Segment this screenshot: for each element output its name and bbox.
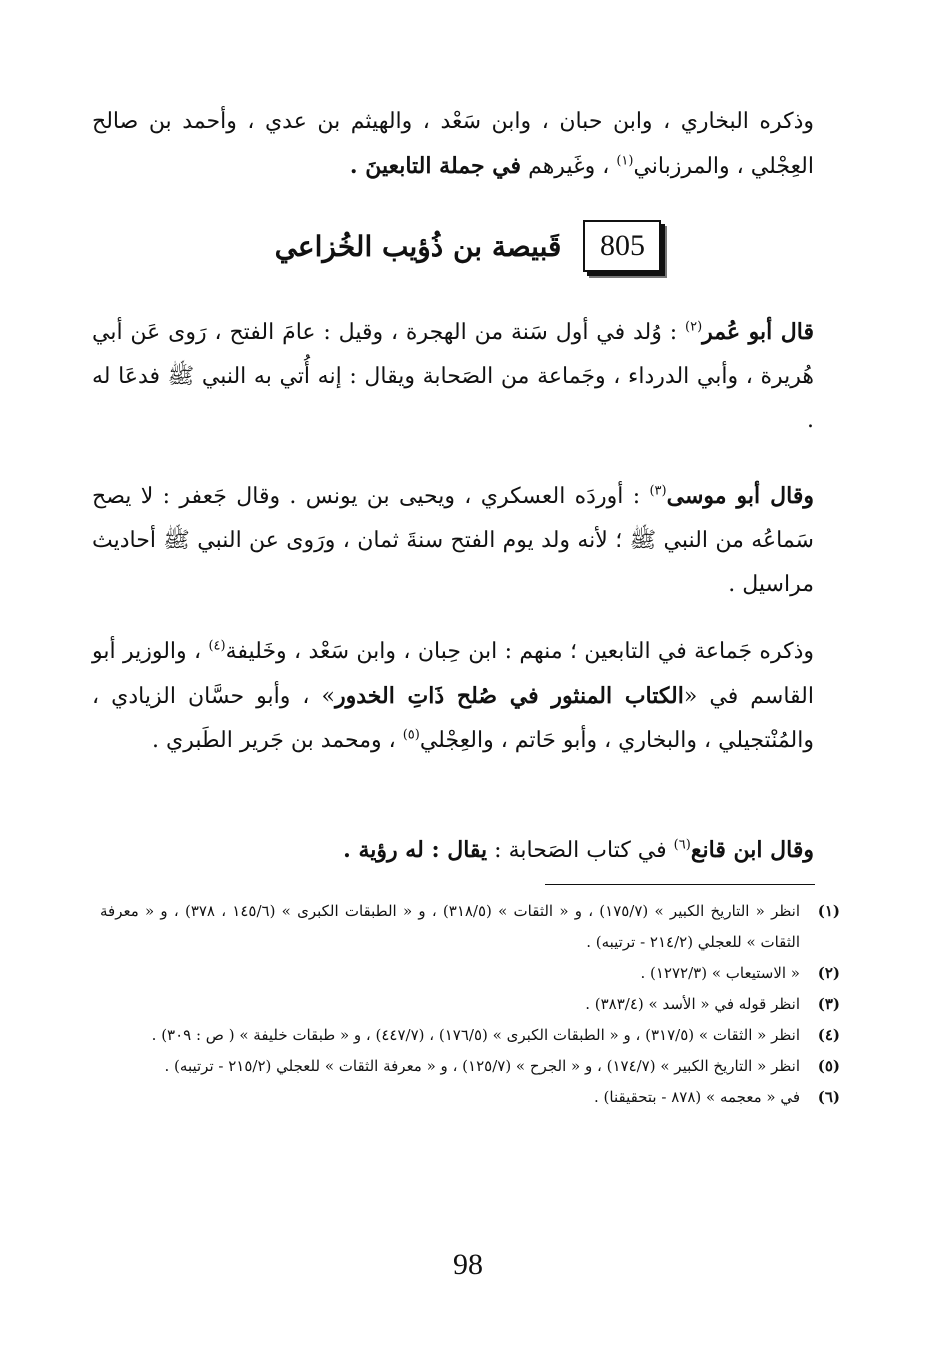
abu-musa-text: : أوردَه العسكري ، ويحيى بن يونس . وقال جَعفر : لا يصح سَماعُه من النبي ﷺ ؛ لأنه ولد يوم الفتح سنةَ ثمان ، ورَوى عن النبي ﷺ أحاديث مراسيل . (92, 484, 814, 597)
footnote-ref-6: (٦) (673, 837, 691, 853)
footnote (100, 989, 840, 1020)
footnote-ref-4: (٤) (208, 638, 226, 654)
footnote-text: انظر « الثقات » (٣١٧/٥) ، و « الطبقات الكبرى » (١٧٦/٥) ، (٤٤٧/٧) ، و « طبقات خليفة » ( ص : ٣٠٩) . (151, 1026, 800, 1044)
intro-tail: ، وغَيرهم (528, 154, 610, 179)
footnote-text: في « معجمه » (٨٧٨ - بتحقيقنا) . (594, 1088, 800, 1106)
ibn-qani-text-bold: يقال : له رؤية . (343, 837, 488, 863)
footnote-number: (٣) (817, 995, 840, 1013)
footnote-number: (٢) (817, 964, 840, 982)
tabiin-text-a: وذكره جَماعة في التابعين ؛ منهم : ابن حِبان ، وابن سَعْد ، وخَليفة (225, 639, 814, 664)
paragraph-abu-umar (92, 310, 814, 443)
footnote-number: (٥) (817, 1057, 840, 1075)
footnote-ref-5: (٥) (402, 727, 420, 743)
book-title: الكتاب المنثور في صُلح ذَاتِ الخدور (335, 683, 684, 709)
footnote-ref-1: (١) (616, 153, 634, 169)
footnote-number: (٤) (817, 1026, 840, 1044)
footnote (100, 1020, 840, 1051)
footnote-number: (٦) (817, 1088, 840, 1106)
intro-tail-bold: في جملة التابعينَ . (349, 153, 522, 179)
paragraph-abu-musa (92, 474, 814, 607)
speaker-abu-musa: وقال أبو موسى (666, 483, 814, 509)
footnote (100, 896, 840, 958)
footnote-text: انظر « التاريخ الكبير » (١٧٥/٧) ، و « الثقات » (٣١٨/٥) ، و « الطبقات الكبرى » (١٤٥/٦ ، ٣٧٨) ، و « معرفة الثقات » للعجلي (٢١٤/٢ - ترتيبه) . (100, 902, 800, 951)
footnote (100, 1051, 840, 1082)
footnote-ref-3: (٣) (649, 483, 667, 499)
footnote-number: (١) (817, 902, 840, 920)
footnote (100, 1082, 840, 1113)
footnote (100, 958, 840, 989)
footnote-divider (545, 884, 815, 885)
footnote-text: انظر قوله في « الأسد » (٣٨٣/٤) . (585, 995, 800, 1013)
tabiin-text-d: ، ومحمد بن جَرير الطَبري . (152, 728, 396, 753)
entry-heading (0, 220, 936, 272)
tabiin-text-c: » ، وأبو حسَّان الزيادي ، والمُنْتجيلي ، والبخاري ، وأبو حَاتم ، والعِجْلي (92, 684, 814, 753)
footnote-text: انظر « التاريخ الكبير » (١٧٤/٧) ، و « الجرح » (١٢٥/٧) ، و « معرفة الثقات » للعجلي (٢١٥/٢ - ترتيبه) . (164, 1057, 800, 1075)
entry-number: 805 (583, 220, 661, 272)
page-number: 98 (453, 1248, 483, 1281)
footnote-ref-2: (٢) (685, 319, 703, 335)
footnote-text: « الاستيعاب » (١٢٧٢/٣) . (640, 964, 800, 982)
entry-title: قَبيصة بن ذُؤيب الخُزاعي (274, 229, 562, 263)
paragraph-intro (92, 100, 814, 189)
footnotes (100, 896, 840, 1113)
paragraph-tabiin (92, 630, 814, 763)
abu-umar-text: : وُلد في أول سَنة من الهجرة ، وقيل : عامَ الفتح ، رَوى عَن أبي هُريرة ، وأبي الدرداء ، وجَماعة من الصَحابة ويقال : إنه أُتي به النبي ﷺ فدعَا له . (92, 320, 814, 433)
speaker-ibn-qani: وقال ابن قانع (690, 837, 814, 863)
intro-text: وذكره البخاري ، وابن حبان ، وابن سَعْد ، والهيثم بن عدي ، وأحمد بن صالح العِجْلي ، والمرزباني (92, 109, 814, 179)
ibn-qani-text: في كتاب الصَحابة : (494, 838, 667, 863)
tabiin-text-b: ، والوزير أبو القاسم في « (92, 639, 814, 709)
paragraph-ibn-qani (92, 828, 814, 873)
speaker-abu-umar: قال أبو عُمر (702, 319, 814, 345)
